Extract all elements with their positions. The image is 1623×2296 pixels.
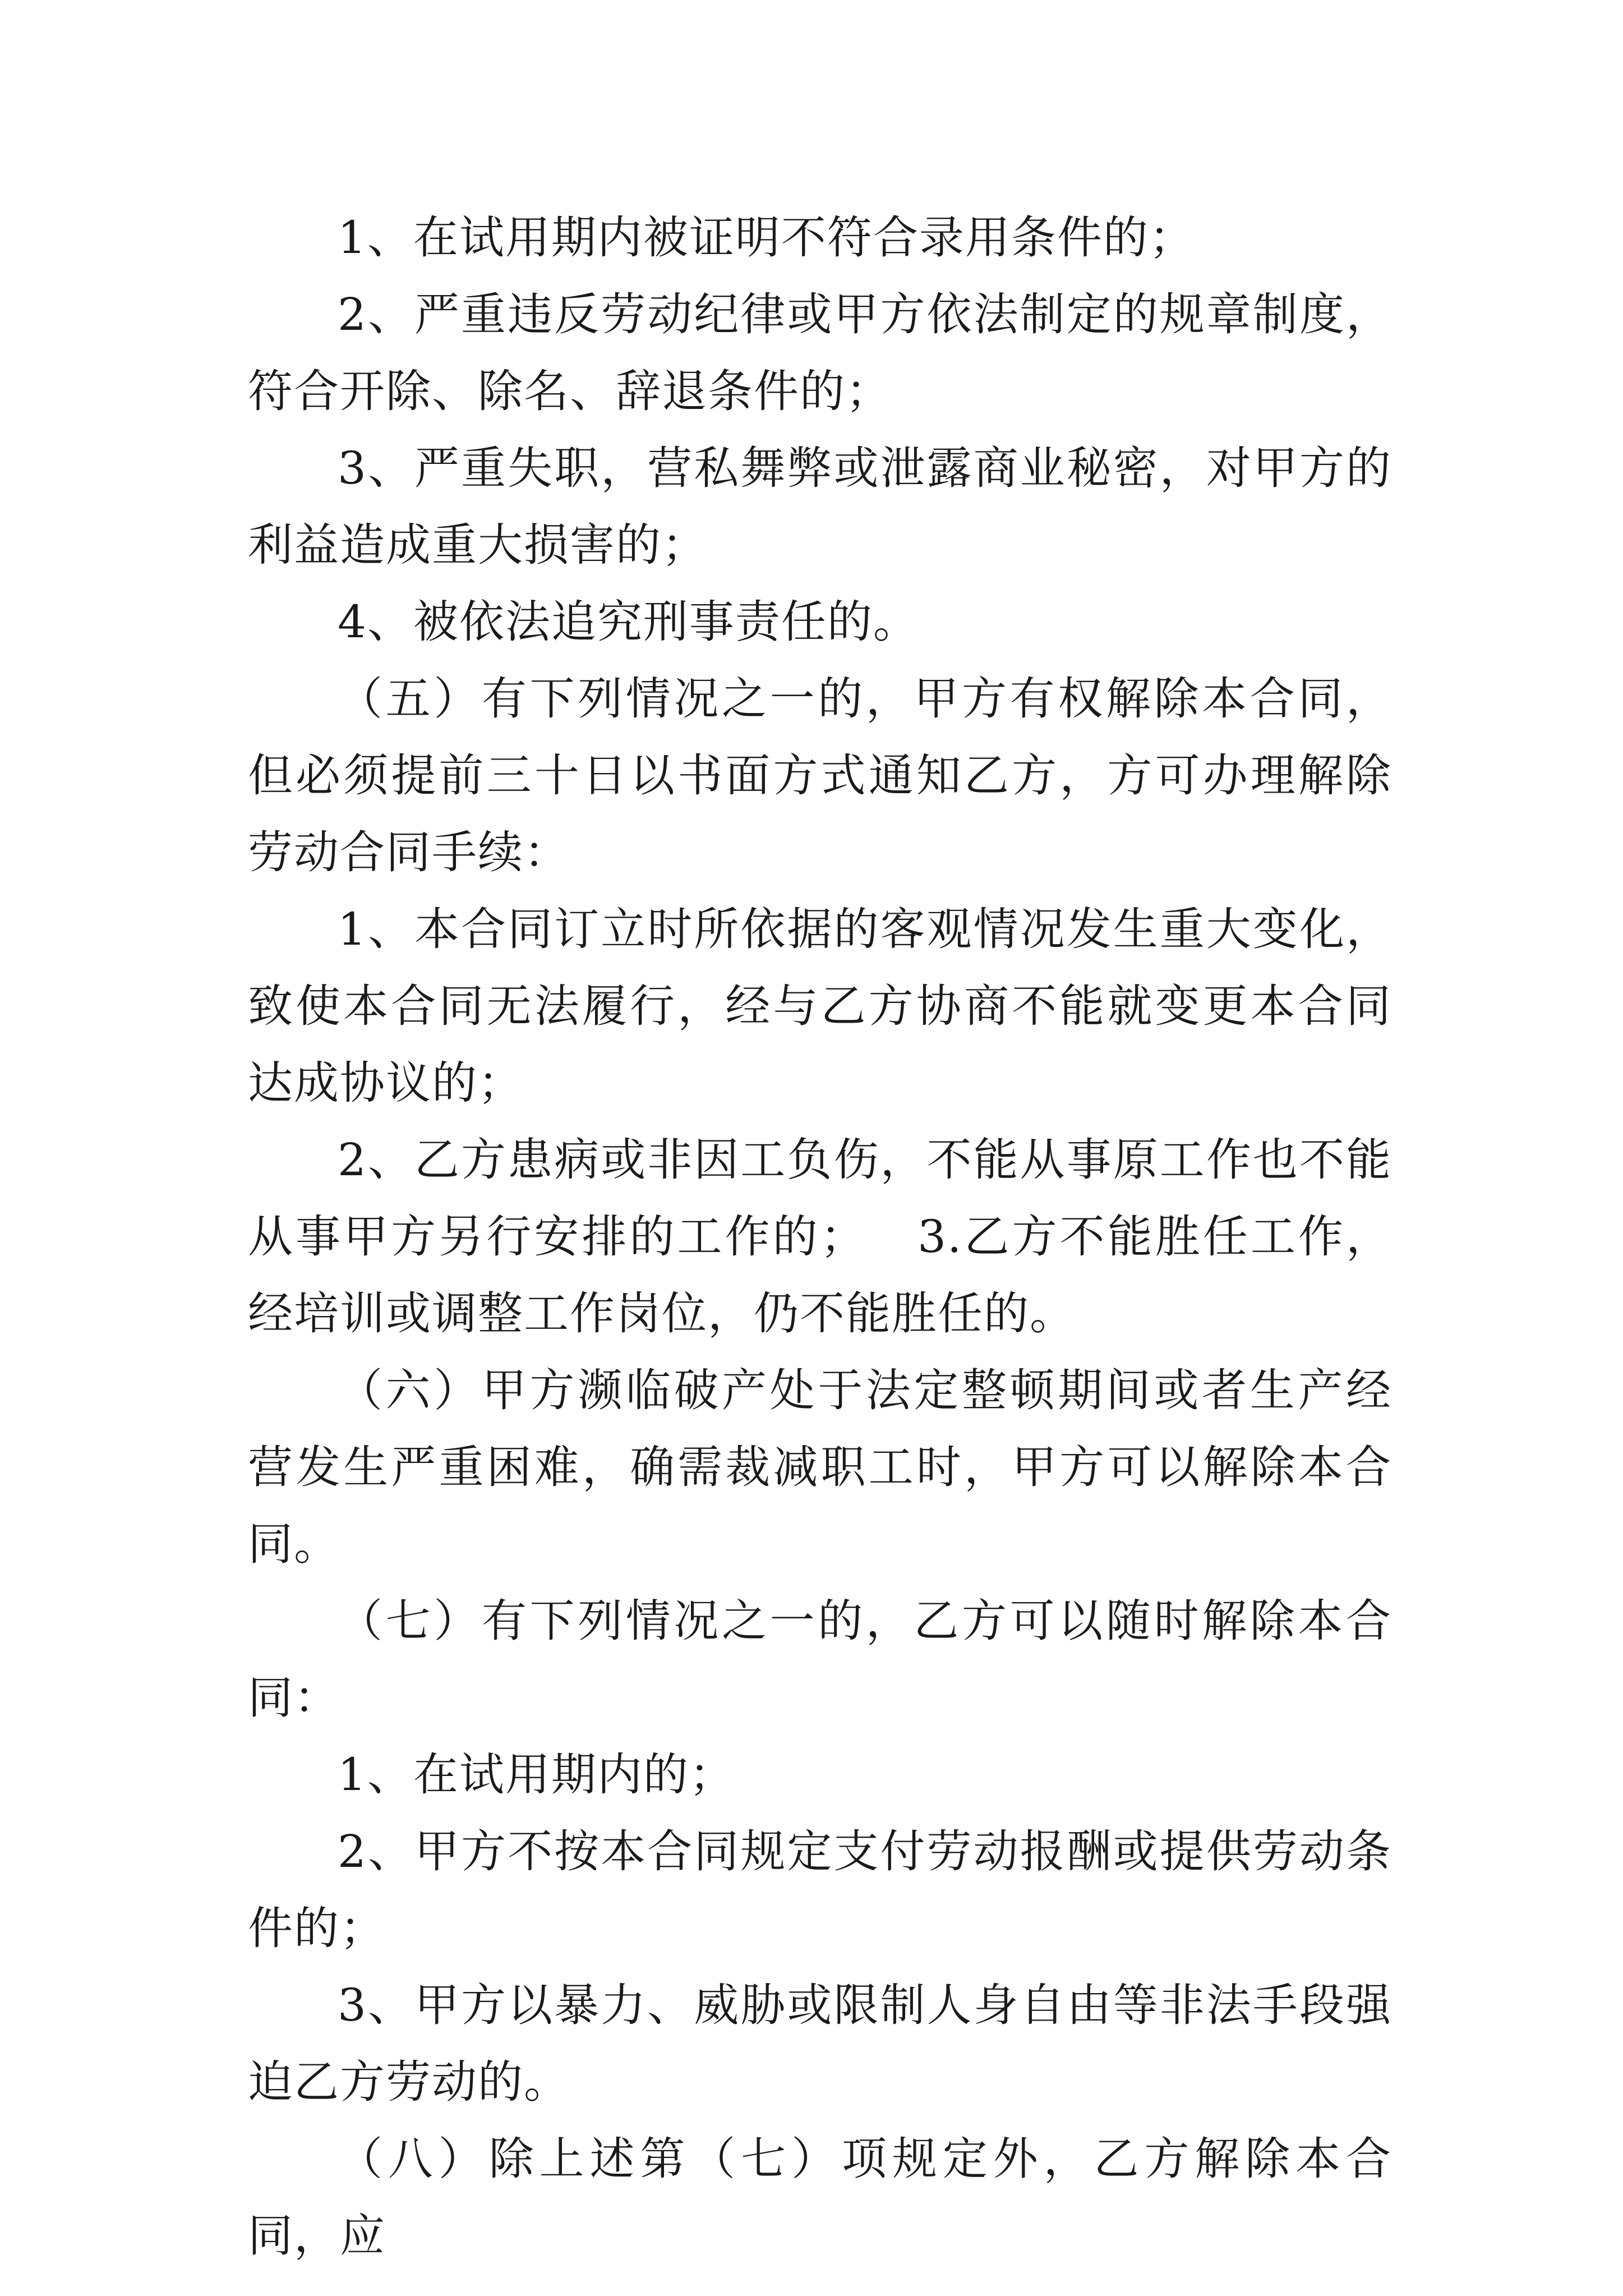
paragraph: 2、乙方患病或非因工负伤，不能从事原工作也不能从事甲方另行安排的工作的； 3.乙方不能胜任工作，经培训或调整工作岗位，仍不能胜任的。 <box>248 1134 1392 1340</box>
paragraph: 1、在试用期内被证明不符合录用条件的； <box>338 211 1195 264</box>
paragraph: 1、本合同订立时所依据的客观情况发生重大变化，致使本合同无法履行，经与乙方协商不能就变更本合同达成协议的； <box>248 903 1392 1109</box>
document-body <box>248 199 1392 2274</box>
paragraph: （八）除上述第（七）项规定外，乙方解除本合同，应 <box>248 2133 1392 2262</box>
paragraph: 3、严重失职，营私舞弊或泄露商业秘密，对甲方的利益造成重大损害的； <box>248 442 1392 571</box>
paragraph: 2、严重违反劳动纪律或甲方依法制定的规章制度，符合开除、除名、辞退条件的； <box>248 288 1392 417</box>
paragraph: 3、甲方以暴力、威胁或限制人身自由等非法手段强迫乙方劳动的。 <box>248 1979 1392 2108</box>
paragraph: 2、甲方不按本合同规定支付劳动报酬或提供劳动条件的； <box>248 1825 1392 1954</box>
paragraph: 4、被依法追究刑事责任的。 <box>338 596 919 648</box>
paragraph: （六）甲方濒临破产处于法定整顿期间或者生产经营发生严重困难，确需裁减职工时，甲方可以解除本合同。 <box>248 1364 1392 1570</box>
paragraph: （五）有下列情况之一的，甲方有权解除本合同，但必须提前三十日以书面方式通知乙方，方可办理解除劳动合同手续： <box>248 673 1392 878</box>
paragraph: （七）有下列情况之一的，乙方可以随时解除本合同： <box>248 1595 1392 1724</box>
paragraph: 1、在试用期内的； <box>338 1749 735 1801</box>
